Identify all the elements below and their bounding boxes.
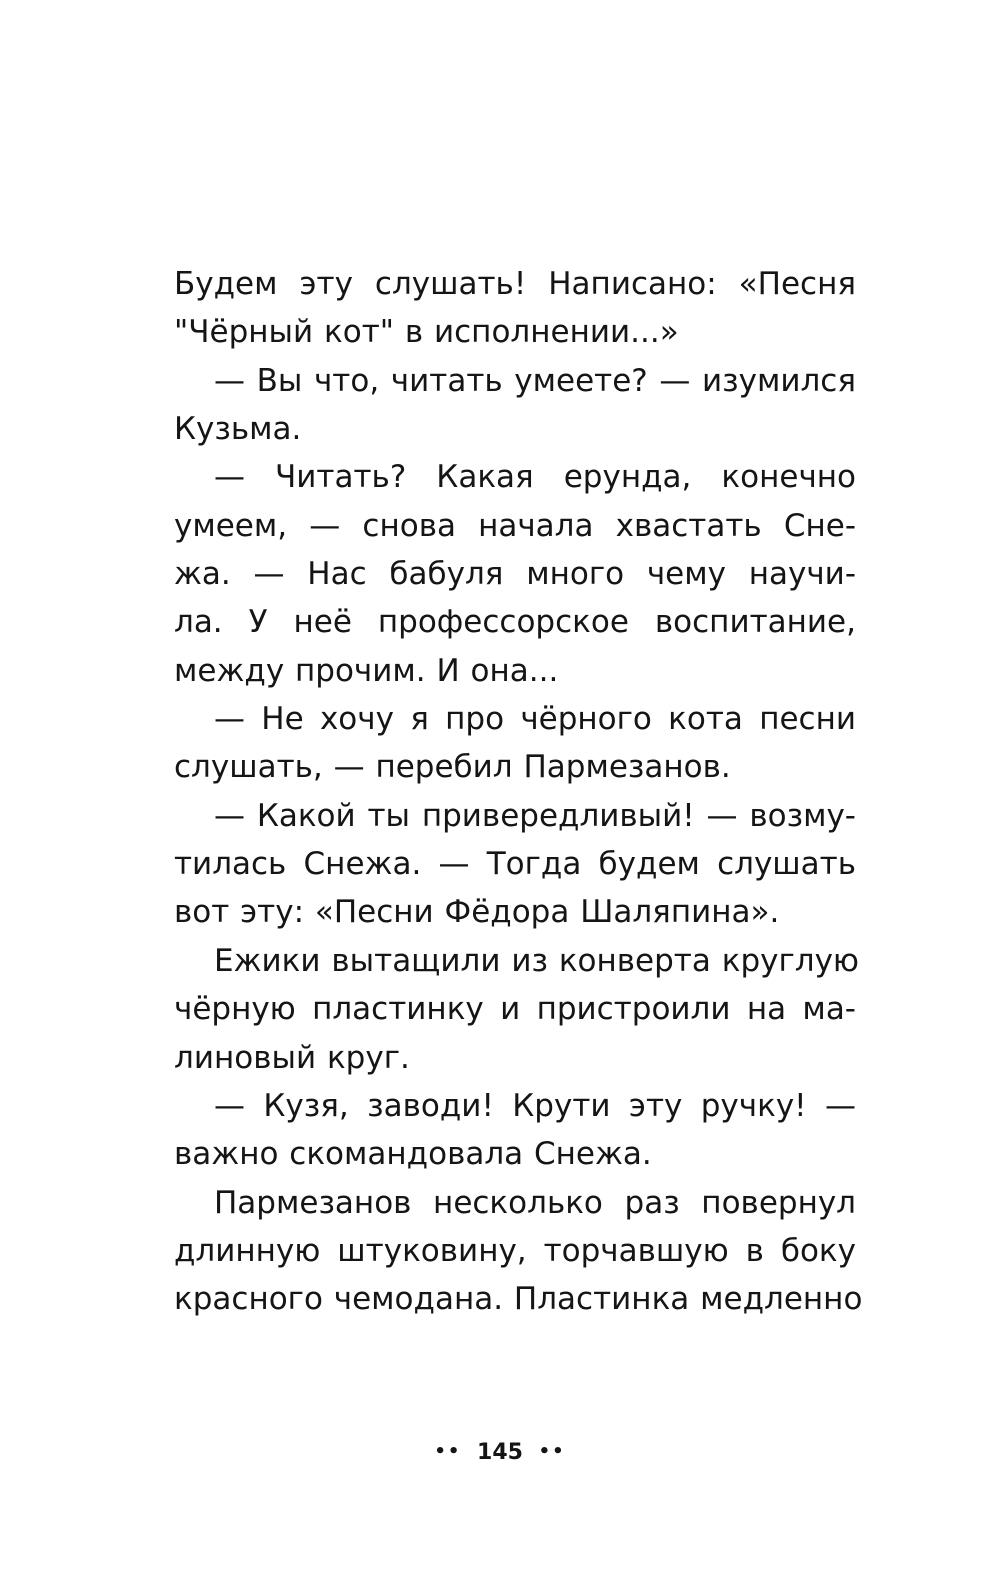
page-number: 145	[477, 1440, 523, 1465]
text-line: — Кузя, заводи! Крути эту ручку! —	[214, 1087, 856, 1124]
page-number-footer	[0, 1440, 1000, 1465]
text-line: между прочим. И она...	[174, 652, 559, 689]
text-line: линовый круг.	[174, 1039, 410, 1076]
paragraph	[174, 695, 856, 792]
text-line: — Какой ты привередливый! — возму-	[214, 797, 856, 834]
text-line: вот эту: «Песни Фёдора Шаляпина».	[174, 894, 780, 931]
text-line: слушать, — перебил Пармезанов.	[174, 749, 731, 786]
paragraph	[174, 937, 860, 1082]
text-line: жа. — Нас бабуля много чему научи-	[174, 556, 856, 593]
text-line: умеем, — снова начала хвастать Сне-	[174, 507, 856, 544]
book-page-text	[174, 260, 863, 1324]
text-line: "Чёрный кот" в исполнении...»	[174, 314, 679, 351]
text-line: длинную штуковину, торчавшую в боку	[174, 1232, 856, 1269]
text-line: ла. У неё профессорское воспитание,	[174, 604, 856, 641]
text-line: чёрную пластинку и пристроили на ма-	[174, 991, 856, 1028]
text-line: Ежики вытащили из конверта круглую	[214, 942, 860, 979]
paragraph	[174, 1082, 856, 1179]
text-line: — Не хочу я про чёрного кота песни	[214, 701, 856, 738]
folio-ornament-right: ••	[538, 1441, 566, 1462]
text-line: важно скомандовала Снежа.	[174, 1136, 652, 1173]
paragraph	[174, 453, 856, 695]
paragraph	[174, 357, 856, 454]
folio-ornament-left: ••	[434, 1441, 462, 1462]
paragraph	[174, 1179, 863, 1324]
text-line: красного чемодана. Пластинка медленно	[174, 1281, 863, 1318]
paragraph	[174, 260, 856, 357]
text-line: — Читать? Какая ерунда, конечно	[214, 459, 856, 496]
text-line: Кузьма.	[174, 411, 302, 448]
text-line: тилась Снежа. — Тогда будем слушать	[174, 846, 856, 883]
text-line: — Вы что, читать умеете? — изумился	[214, 362, 856, 399]
text-line: Пармезанов несколько раз повернул	[214, 1184, 856, 1221]
paragraph	[174, 792, 856, 937]
text-line: Будем эту слушать! Написано: «Песня	[174, 266, 856, 302]
